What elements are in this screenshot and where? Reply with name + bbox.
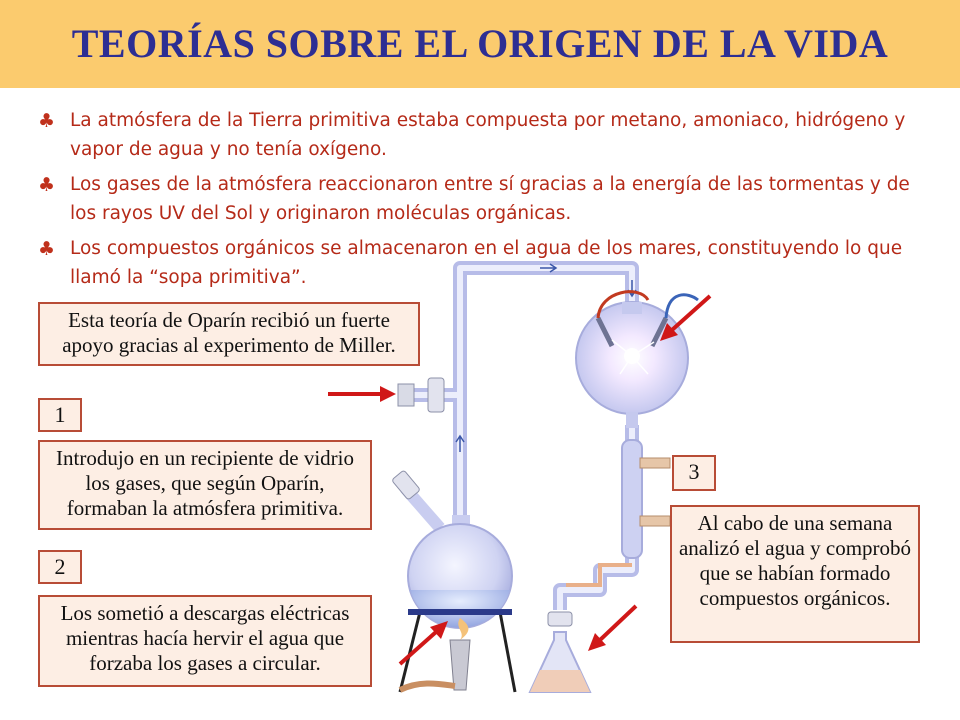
bunsen-burner xyxy=(450,640,470,690)
bullet-text: Los compuestos orgánicos se almacenaron en el agua de los mares, constituyendo lo que llamó la “sopa primitiva”. xyxy=(70,238,903,288)
club-bullet-icon: ♣ xyxy=(38,238,56,260)
step-2-number-box: 2 xyxy=(38,550,82,584)
club-bullet-icon: ♣ xyxy=(38,110,56,132)
page-title: TEORÍAS SOBRE EL ORIGEN DE LA VIDA xyxy=(71,21,889,66)
collection-flask xyxy=(530,612,590,692)
bullet-text: La atmósfera de la Tierra primitiva estaba compuesta por metano, amoniaco, hidrógeno y vapor de agua y no tenía oxígeno. xyxy=(70,110,906,160)
spark-chamber xyxy=(576,292,698,428)
condenser xyxy=(622,440,670,558)
club-bullet-icon: ♣ xyxy=(38,174,56,196)
bullet-text: Los gases de la atmósfera reaccionaron entre sí gracias a la energía de las tormentas y de los rayos UV del Sol y originaron moléculas orgánicas. xyxy=(70,174,910,224)
step-3-number-box: 3 xyxy=(672,455,716,491)
boiling-flask xyxy=(392,470,512,628)
step-3-box: Al cabo de una semana analizó el agua y comprobó que se habían formado compuestos orgánicos. xyxy=(670,505,920,643)
step-1-box: Introdujo en un recipiente de vidrio los gases, que según Oparín, formaban la atmósfera primitiva. xyxy=(38,440,372,530)
arrow-icon xyxy=(328,386,396,402)
step-1-number-box: 1 xyxy=(38,398,82,432)
intro-box: Esta teoría de Oparín recibió un fuerte apoyo gracias al experimento de Miller. xyxy=(38,302,420,366)
step-2-box: Los sometió a descargas eléctricas mientras hacía hervir el agua que forzaba los gases a circular. xyxy=(38,595,372,687)
arrow-icon xyxy=(400,621,448,664)
arrow-icon xyxy=(588,606,636,651)
